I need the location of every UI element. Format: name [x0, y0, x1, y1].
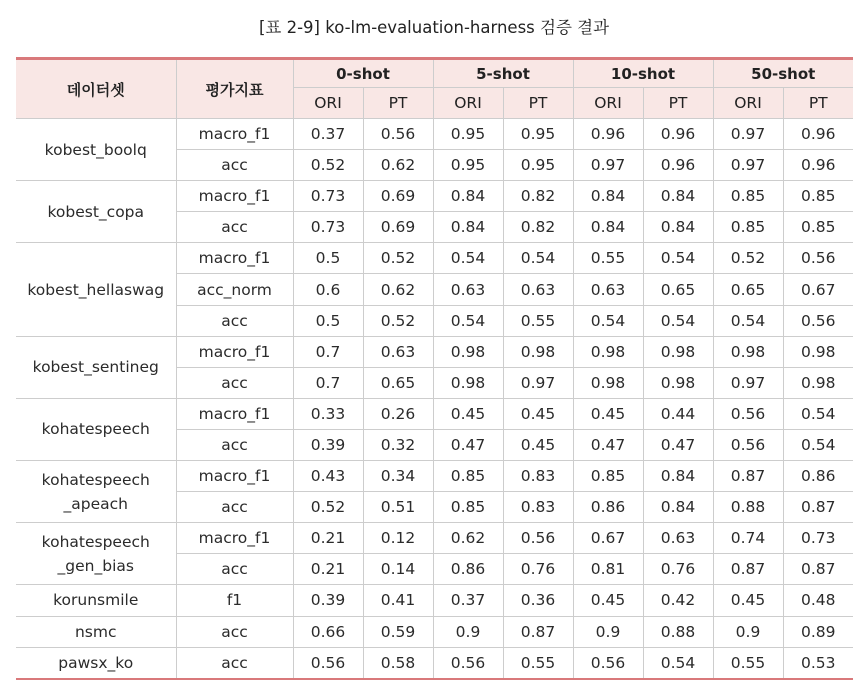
dataset-name-cell [16, 461, 176, 523]
score-cell: 0.12 [363, 523, 433, 554]
table-row [16, 647, 853, 679]
score-cell: 0.37 [433, 585, 503, 616]
table-row [16, 398, 853, 429]
metric-cell: acc [176, 647, 293, 679]
dataset-name-cell [16, 398, 176, 460]
score-cell: 0.48 [783, 585, 853, 616]
score-cell: 0.86 [573, 492, 643, 523]
score-cell: 0.45 [713, 585, 783, 616]
dataset-name-line: pawsx_ko [58, 653, 134, 672]
score-cell: 0.74 [713, 523, 783, 554]
score-cell: 0.34 [363, 461, 433, 492]
score-cell: 0.87 [713, 554, 783, 585]
score-cell: 0.7 [293, 367, 363, 398]
header-50-shot: 50-shot [713, 59, 853, 88]
score-cell: 0.98 [433, 336, 503, 367]
score-cell: 0.56 [433, 647, 503, 679]
score-cell: 0.96 [643, 150, 713, 181]
score-cell: 0.56 [293, 647, 363, 679]
score-cell: 0.39 [293, 429, 363, 460]
dataset-name-cell [16, 523, 176, 585]
dataset-name-cell [16, 585, 176, 616]
score-cell: 0.76 [503, 554, 573, 585]
score-cell: 0.54 [643, 305, 713, 336]
score-cell: 0.76 [643, 554, 713, 585]
header-dataset: 데이터셋 [16, 59, 176, 119]
score-cell: 0.33 [293, 398, 363, 429]
score-cell: 0.97 [713, 150, 783, 181]
score-cell: 0.54 [433, 305, 503, 336]
score-cell: 0.42 [643, 585, 713, 616]
score-cell: 0.85 [433, 492, 503, 523]
score-cell: 0.56 [503, 523, 573, 554]
table-row [16, 181, 853, 212]
score-cell: 0.54 [503, 243, 573, 274]
metric-cell: acc [176, 616, 293, 647]
score-cell: 0.56 [363, 119, 433, 150]
score-cell: 0.6 [293, 274, 363, 305]
header-pt: PT [643, 88, 713, 119]
score-cell: 0.9 [573, 616, 643, 647]
dataset-name-line: kohatespeech [41, 470, 150, 489]
score-cell: 0.47 [573, 429, 643, 460]
table-row [16, 243, 853, 274]
table-row [16, 119, 853, 150]
score-cell: 0.84 [573, 181, 643, 212]
table-caption: [표 2-9] ko-lm-evaluation-harness 검증 결과 [258, 18, 610, 37]
score-cell: 0.56 [713, 429, 783, 460]
score-cell: 0.54 [783, 398, 853, 429]
score-cell: 0.43 [293, 461, 363, 492]
score-cell: 0.97 [713, 367, 783, 398]
score-cell: 0.87 [713, 461, 783, 492]
metric-cell: acc [176, 554, 293, 585]
score-cell: 0.41 [363, 585, 433, 616]
header-pt: PT [783, 88, 853, 119]
table-row [16, 585, 853, 616]
score-cell: 0.95 [433, 119, 503, 150]
score-cell: 0.58 [363, 647, 433, 679]
header-ori: ORI [433, 88, 503, 119]
score-cell: 0.62 [363, 150, 433, 181]
evaluation-results-table [16, 57, 853, 680]
score-cell: 0.67 [783, 274, 853, 305]
score-cell: 0.54 [643, 647, 713, 679]
score-cell: 0.69 [363, 212, 433, 243]
dataset-name-line: kobest_sentineg [32, 358, 159, 377]
score-cell: 0.52 [713, 243, 783, 274]
score-cell: 0.95 [433, 150, 503, 181]
score-cell: 0.9 [433, 616, 503, 647]
header-0-shot: 0-shot [293, 59, 433, 88]
score-cell: 0.83 [503, 492, 573, 523]
dataset-name-line: _apeach [63, 494, 128, 513]
score-cell: 0.32 [363, 429, 433, 460]
score-cell: 0.85 [433, 461, 503, 492]
score-cell: 0.62 [363, 274, 433, 305]
score-cell: 0.54 [433, 243, 503, 274]
score-cell: 0.26 [363, 398, 433, 429]
metric-cell: acc [176, 492, 293, 523]
score-cell: 0.52 [293, 150, 363, 181]
score-cell: 0.84 [643, 492, 713, 523]
score-cell: 0.54 [573, 305, 643, 336]
score-cell: 0.37 [293, 119, 363, 150]
score-cell: 0.97 [573, 150, 643, 181]
dataset-name-cell [16, 616, 176, 647]
dataset-name-line: kobest_copa [47, 202, 145, 221]
score-cell: 0.56 [783, 243, 853, 274]
score-cell: 0.44 [643, 398, 713, 429]
dataset-name-cell [16, 243, 176, 336]
header-5-shot: 5-shot [433, 59, 573, 88]
dataset-name-line: kohatespeech [41, 532, 150, 551]
header-pt: PT [363, 88, 433, 119]
dataset-name-cell [16, 336, 176, 398]
score-cell: 0.54 [713, 305, 783, 336]
metric-cell: macro_f1 [176, 243, 293, 274]
score-cell: 0.84 [433, 181, 503, 212]
score-cell: 0.98 [503, 336, 573, 367]
score-cell: 0.84 [643, 212, 713, 243]
metric-cell: acc [176, 429, 293, 460]
score-cell: 0.85 [783, 212, 853, 243]
score-cell: 0.96 [573, 119, 643, 150]
dataset-name-line: _gen_bias [57, 556, 134, 575]
metric-cell: acc [176, 367, 293, 398]
score-cell: 0.97 [503, 367, 573, 398]
score-cell: 0.21 [293, 523, 363, 554]
dataset-name-line: kohatespeech [41, 420, 150, 439]
score-cell: 0.95 [503, 150, 573, 181]
score-cell: 0.59 [363, 616, 433, 647]
score-cell: 0.56 [573, 647, 643, 679]
score-cell: 0.73 [293, 181, 363, 212]
score-cell: 0.73 [783, 523, 853, 554]
score-cell: 0.67 [573, 523, 643, 554]
score-cell: 0.98 [643, 367, 713, 398]
score-cell: 0.96 [783, 119, 853, 150]
score-cell: 0.88 [713, 492, 783, 523]
score-cell: 0.81 [573, 554, 643, 585]
score-cell: 0.65 [713, 274, 783, 305]
score-cell: 0.5 [293, 243, 363, 274]
score-cell: 0.63 [573, 274, 643, 305]
score-cell: 0.89 [783, 616, 853, 647]
score-cell: 0.39 [293, 585, 363, 616]
score-cell: 0.95 [503, 119, 573, 150]
score-cell: 0.9 [713, 616, 783, 647]
score-cell: 0.52 [363, 305, 433, 336]
header-ori: ORI [713, 88, 783, 119]
dataset-name-cell [16, 647, 176, 679]
metric-cell: acc_norm [176, 274, 293, 305]
metric-cell: acc [176, 305, 293, 336]
score-cell: 0.98 [573, 336, 643, 367]
score-cell: 0.55 [713, 647, 783, 679]
dataset-name-line: korunsmile [53, 591, 139, 610]
score-cell: 0.56 [713, 398, 783, 429]
score-cell: 0.97 [713, 119, 783, 150]
score-cell: 0.63 [643, 523, 713, 554]
score-cell: 0.51 [363, 492, 433, 523]
metric-cell: acc [176, 212, 293, 243]
score-cell: 0.14 [363, 554, 433, 585]
score-cell: 0.98 [783, 367, 853, 398]
score-cell: 0.45 [503, 398, 573, 429]
score-cell: 0.47 [643, 429, 713, 460]
header-ori: ORI [573, 88, 643, 119]
score-cell: 0.83 [503, 461, 573, 492]
score-cell: 0.84 [573, 212, 643, 243]
score-cell: 0.86 [433, 554, 503, 585]
score-cell: 0.63 [503, 274, 573, 305]
score-cell: 0.55 [503, 305, 573, 336]
score-cell: 0.45 [573, 585, 643, 616]
score-cell: 0.21 [293, 554, 363, 585]
score-cell: 0.63 [363, 336, 433, 367]
score-cell: 0.52 [363, 243, 433, 274]
score-cell: 0.82 [503, 212, 573, 243]
score-cell: 0.87 [783, 492, 853, 523]
metric-cell: macro_f1 [176, 336, 293, 367]
score-cell: 0.56 [783, 305, 853, 336]
score-cell: 0.45 [573, 398, 643, 429]
dataset-name-line: kobest_hellaswag [27, 280, 165, 299]
score-cell: 0.55 [503, 647, 573, 679]
dataset-name-line: kobest_boolq [44, 140, 147, 159]
dataset-name-cell [16, 181, 176, 243]
score-cell: 0.45 [503, 429, 573, 460]
score-cell: 0.7 [293, 336, 363, 367]
score-cell: 0.88 [643, 616, 713, 647]
score-cell: 0.55 [573, 243, 643, 274]
score-cell: 0.45 [433, 398, 503, 429]
score-cell: 0.98 [573, 367, 643, 398]
score-cell: 0.54 [643, 243, 713, 274]
score-cell: 0.87 [503, 616, 573, 647]
table-row [16, 523, 853, 554]
score-cell: 0.63 [433, 274, 503, 305]
score-cell: 0.82 [503, 181, 573, 212]
score-cell: 0.87 [783, 554, 853, 585]
table-row [16, 616, 853, 647]
score-cell: 0.54 [783, 429, 853, 460]
dataset-name-line: nsmc [74, 622, 117, 641]
metric-cell: macro_f1 [176, 523, 293, 554]
score-cell: 0.84 [433, 212, 503, 243]
score-cell: 0.65 [643, 274, 713, 305]
score-cell: 0.52 [293, 492, 363, 523]
dataset-name-cell [16, 119, 176, 181]
score-cell: 0.66 [293, 616, 363, 647]
metric-cell: macro_f1 [176, 119, 293, 150]
score-cell: 0.85 [783, 181, 853, 212]
table-body [16, 119, 853, 679]
score-cell: 0.65 [363, 367, 433, 398]
table-row [16, 461, 853, 492]
score-cell: 0.84 [643, 181, 713, 212]
score-cell: 0.62 [433, 523, 503, 554]
table-row [16, 336, 853, 367]
metric-cell: f1 [176, 585, 293, 616]
score-cell: 0.85 [573, 461, 643, 492]
header-metric: 평가지표 [176, 59, 293, 119]
header-ori: ORI [293, 88, 363, 119]
score-cell: 0.86 [783, 461, 853, 492]
score-cell: 0.98 [643, 336, 713, 367]
score-cell: 0.85 [713, 181, 783, 212]
metric-cell: macro_f1 [176, 181, 293, 212]
score-cell: 0.47 [433, 429, 503, 460]
score-cell: 0.98 [433, 367, 503, 398]
score-cell: 0.5 [293, 305, 363, 336]
metric-cell: macro_f1 [176, 461, 293, 492]
score-cell: 0.69 [363, 181, 433, 212]
score-cell: 0.98 [713, 336, 783, 367]
header-pt: PT [503, 88, 573, 119]
metric-cell: acc [176, 150, 293, 181]
score-cell: 0.73 [293, 212, 363, 243]
score-cell: 0.36 [503, 585, 573, 616]
score-cell: 0.96 [783, 150, 853, 181]
score-cell: 0.53 [783, 647, 853, 679]
score-cell: 0.84 [643, 461, 713, 492]
metric-cell: macro_f1 [176, 398, 293, 429]
score-cell: 0.96 [643, 119, 713, 150]
header-10-shot: 10-shot [573, 59, 713, 88]
score-cell: 0.85 [713, 212, 783, 243]
score-cell: 0.98 [783, 336, 853, 367]
